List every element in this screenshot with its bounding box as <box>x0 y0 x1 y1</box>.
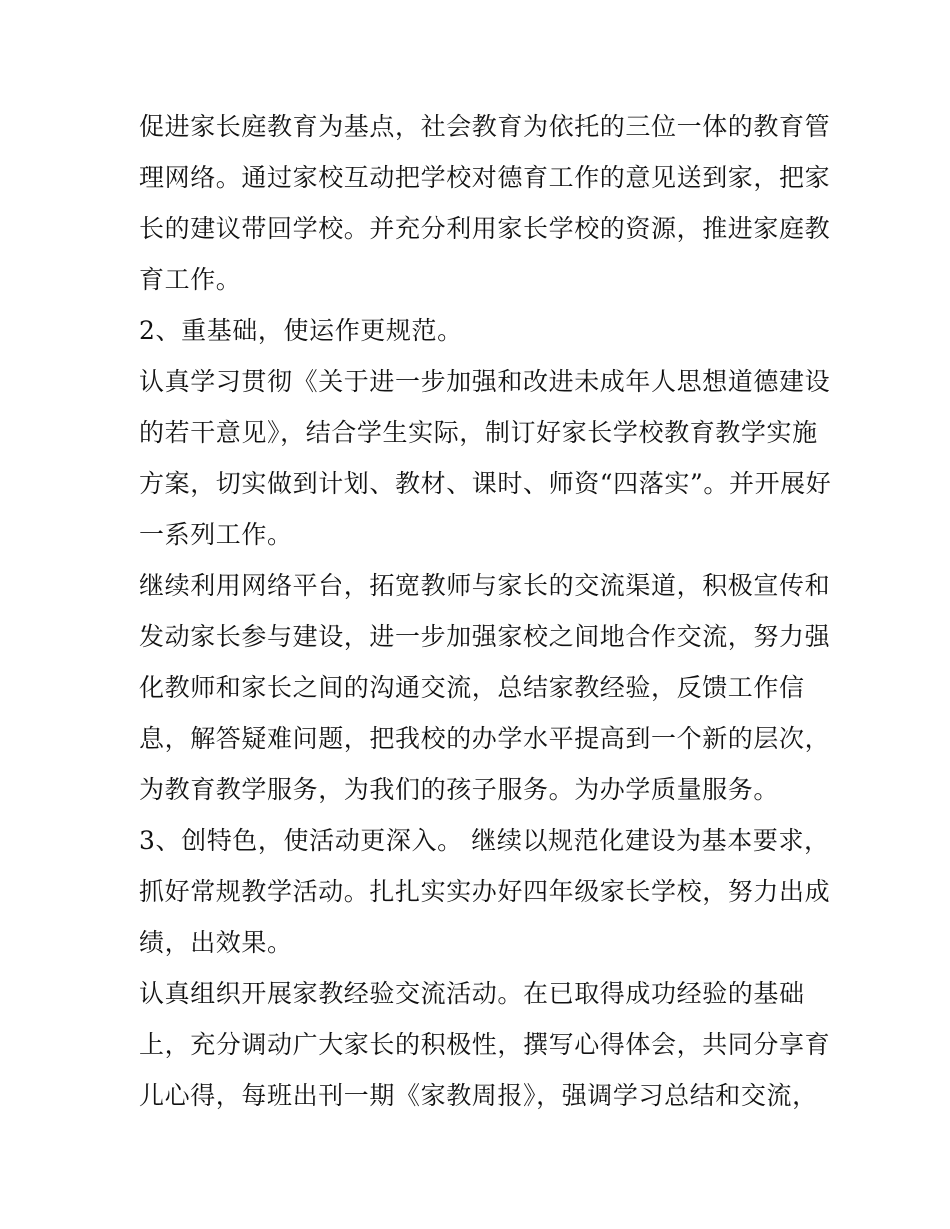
text-line: 抓好常规教学活动。扎扎实实办好四年级家长学校，努力出成 <box>139 877 831 906</box>
text-line: 绩，出效果。 <box>139 928 293 957</box>
text-line: 方案，切实做到计划、教材、课时、师资“四落实”。并开展好 <box>139 469 832 498</box>
text-line: 促进家长庭教育为基点，社会教育为依托的三位一体的教育管 <box>139 112 831 141</box>
text-line: 一系列工作。 <box>139 520 293 549</box>
text-line: 化教师和家长之间的沟通交流，总结家教经验，反馈工作信 <box>139 673 805 702</box>
text-line: 息，解答疑难问题，把我校的办学水平提高到一个新的层次， <box>139 724 831 753</box>
text-line: 理网络。通过家校互动把学校对德育工作的意见送到家，把家 <box>139 163 831 192</box>
text-line: 长的建议带回学校。并充分利用家长学校的资源，推进家庭教 <box>139 214 831 243</box>
text-line: 继续利用网络平台，拓宽教师与家长的交流渠道，积极宣传和 <box>139 571 831 600</box>
section-heading: 3、创特色，使活动更深入。 继续以规范化建设为基本要求， <box>139 826 830 855</box>
section-heading: 2、重基础，使运作更规范。 <box>139 316 463 345</box>
text-line: 认真学习贯彻《关于进一步加强和改进未成年人思想道德建设 <box>139 367 831 396</box>
text-line: 发动家长参与建设，进一步加强家校之间地合作交流，努力强 <box>139 622 831 651</box>
document-body <box>139 101 832 1121</box>
text-line: 认真组织开展家教经验交流活动。在已取得成功经验的基础 <box>139 979 805 1008</box>
text-line: 的若干意见》，结合学生实际，制订好家长学校教育教学实施 <box>139 418 818 447</box>
text-line: 上，充分调动广大家长的积极性，撰写心得体会，共同分享育 <box>139 1030 831 1059</box>
text-line: 为教育教学服务，为我们的孩子服务。为办学质量服务。 <box>139 775 780 804</box>
text-line: 儿心得，每班出刊一期《家教周报》，强调学习总结和交流， <box>139 1081 818 1110</box>
text-line: 育工作。 <box>139 265 242 294</box>
